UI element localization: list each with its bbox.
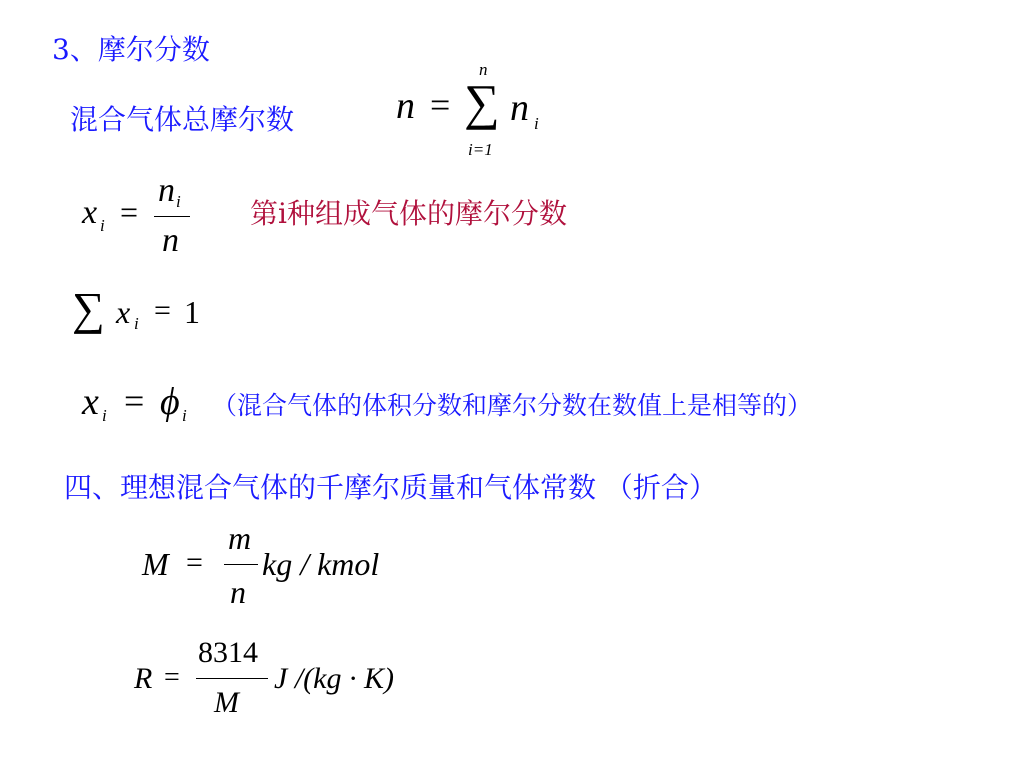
summation-symbol-2: ∑ (72, 283, 105, 334)
equation-molar-mass (142, 520, 422, 616)
eq-vol-lhs-subscript: i (102, 406, 107, 425)
equation-volume-fraction (82, 380, 212, 440)
eq-sum-lower-limit: i=1 (468, 140, 493, 159)
eq-r-numerator: 8314 (198, 636, 258, 669)
summation-symbol: ∑ (464, 74, 500, 130)
eq-norm-variable: x (116, 294, 131, 330)
eq-norm-rhs: 1 (184, 294, 200, 330)
eq-mm-unit: kg / kmol (262, 546, 380, 582)
volume-fraction-note: （混合气体的体积分数和摩尔分数在数值上是相等的） (212, 391, 813, 420)
fraction-bar (154, 216, 190, 217)
eq-frac-equals: = (120, 194, 139, 230)
eq-norm-equals: = (154, 294, 171, 327)
eq-sum-term: n (510, 87, 529, 129)
equation-normalization (72, 284, 212, 344)
eq-sum-lhs: n (396, 85, 415, 127)
eq-vol-equals: = (124, 381, 145, 421)
eq-sum-upper-limit: n (479, 60, 488, 79)
eq-mm-lhs: M (142, 546, 169, 582)
eq-r-unit: J /(kg · K) (274, 662, 394, 695)
eq-r-equals: = (164, 662, 180, 693)
eq-vol-lhs: x (82, 381, 99, 423)
eq-r-denominator: M (214, 686, 239, 719)
mole-fraction-label: 第i种组成气体的摩尔分数 (250, 197, 567, 230)
section-4-heading: 四、理想混合气体的千摩尔质量和气体常数 （折合） (64, 471, 717, 504)
eq-r-lhs: R (134, 662, 153, 695)
eq-frac-lhs-subscript: i (100, 216, 105, 235)
equation-total-moles (396, 60, 556, 164)
fraction-bar-3 (196, 678, 268, 679)
eq-sum-term-subscript: i (534, 114, 539, 133)
section-3-heading: 3、摩尔分数 (52, 33, 210, 66)
eq-vol-rhs-subscript: i (182, 406, 187, 425)
eq-frac-numerator: n (158, 172, 175, 209)
eq-sum-equals: = (430, 85, 451, 125)
total-moles-label: 混合气体总摩尔数 (70, 103, 295, 136)
eq-mm-equals: = (186, 546, 203, 579)
eq-mm-numerator: m (228, 520, 252, 556)
eq-vol-rhs: ϕ (160, 381, 180, 423)
equation-gas-constant (134, 636, 434, 726)
eq-frac-numerator-subscript: i (176, 192, 181, 211)
eq-mm-denominator: n (230, 574, 246, 610)
eq-frac-lhs: x (82, 194, 98, 231)
eq-norm-subscript: i (134, 314, 139, 333)
fraction-bar-2 (224, 564, 258, 565)
eq-frac-denominator: n (162, 222, 179, 259)
equation-mole-fraction (82, 172, 202, 262)
